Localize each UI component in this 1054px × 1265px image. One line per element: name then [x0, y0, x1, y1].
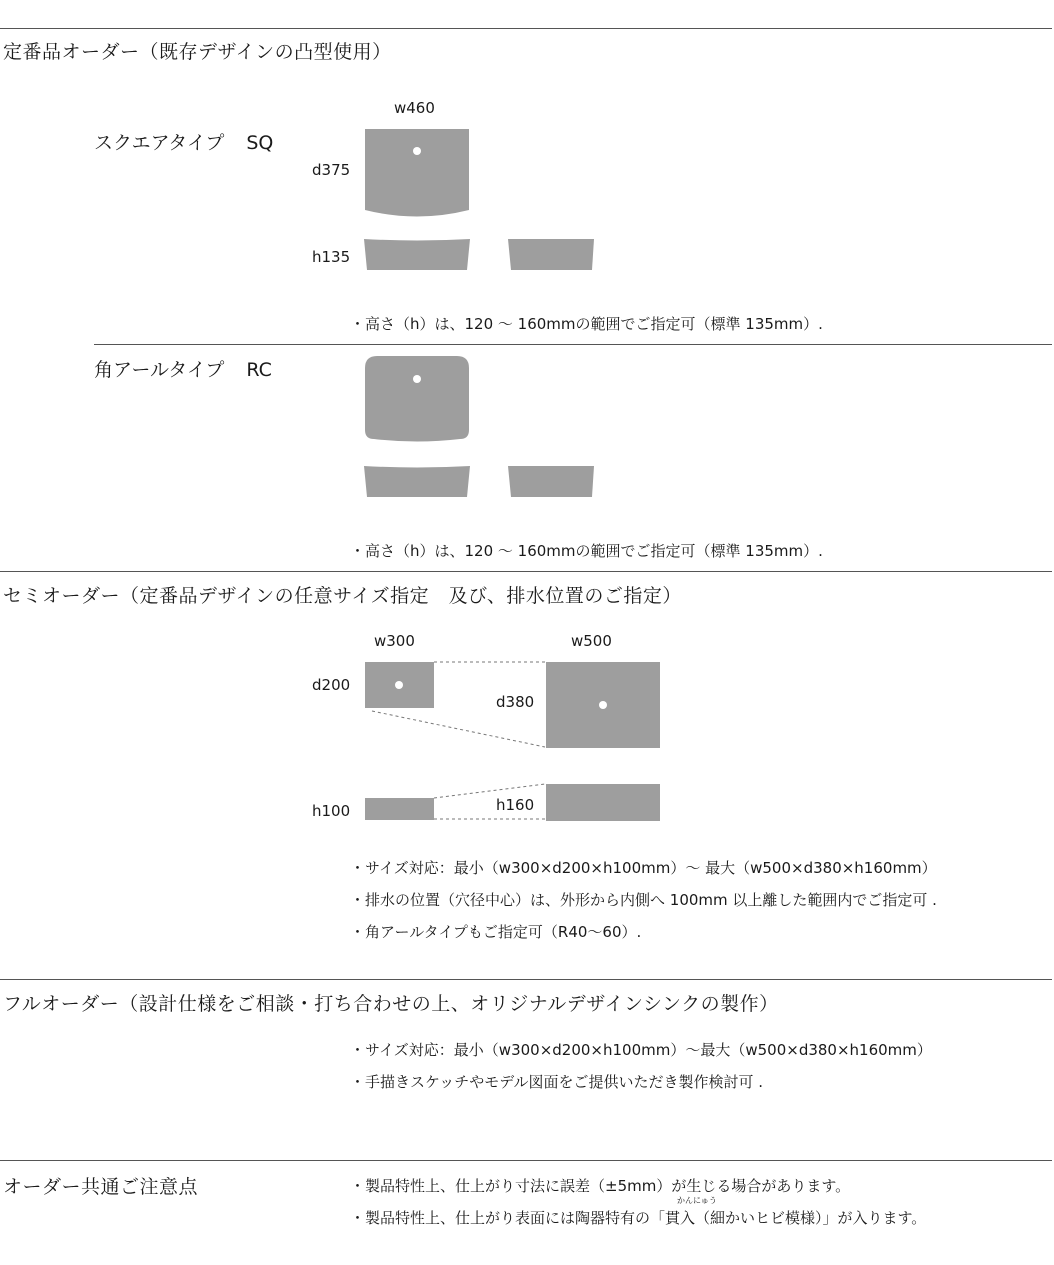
rc-drain-dot	[413, 375, 421, 383]
semi-note-3: ・角アールタイプもご指定可（R40～60）.	[350, 923, 642, 941]
semi-max-depth-label: d380	[496, 693, 535, 711]
subheading-rc	[94, 355, 272, 382]
semi-min-front-view	[365, 798, 434, 820]
divider-full	[0, 979, 1052, 980]
divider-common	[0, 1160, 1052, 1161]
section-heading-semi: セミオーダー（定番品デザインの任意サイズ指定 及び、排水位置のご指定）	[3, 585, 682, 607]
divider-top	[0, 28, 1052, 29]
rc-height-note: ・高さ（h）は、120 ～ 160mmの範囲でご指定可（標準 135mm）.	[350, 542, 823, 560]
rc-front-view	[364, 466, 470, 498]
sq-height-label: h135	[312, 248, 351, 266]
rc-side-view	[508, 466, 594, 498]
semi-max-height-label: h160	[496, 796, 535, 814]
semi-diagram	[364, 660, 664, 830]
section-heading-common: オーダー共通ご注意点	[3, 1176, 199, 1198]
divider-semi	[0, 571, 1052, 572]
rc-code: RC	[246, 359, 272, 381]
semi-note-1: ・サイズ対応：最小（w300×d200×h100mm）～ 最大（w500×d380×h160mm）	[350, 859, 937, 877]
sq-front-view	[364, 239, 470, 271]
common-note-1: ・製品特性上、仕上がり寸法に誤差（±5mm）が生じる場合があります。	[350, 1177, 851, 1195]
common-note-2: ・製品特性上、仕上がり表面には陶器特有の「貫入（細かいヒビ模様）」が入ります。	[350, 1209, 927, 1227]
full-note-1: ・サイズ対応：最小（w300×d200×h100mm）～最大（w500×d380×h160mm）	[350, 1041, 932, 1059]
semi-max-width-label: w500	[571, 632, 612, 650]
sq-top-view	[364, 129, 470, 217]
sq-height-note: ・高さ（h）は、120 ～ 160mmの範囲でご指定可（標準 135mm）.	[350, 315, 823, 333]
semi-note-2: ・排水の位置（穴径中心）は、外形から内側へ 100mm 以上離した範囲内でご指定可 .	[350, 891, 937, 909]
semi-max-drain-dot	[599, 701, 607, 709]
kannyu-ruby: かんにゅう	[677, 1196, 717, 1205]
rc-title: 角アールタイプ	[94, 359, 225, 381]
divider-sq-rc	[94, 344, 1052, 345]
semi-min-depth-label: d200	[312, 676, 351, 694]
semi-min-height-label: h100	[312, 802, 351, 820]
semi-min-drain-dot	[395, 681, 403, 689]
sq-width-label: w460	[394, 99, 435, 117]
section-heading-standard: 定番品オーダー（既存デザインの凸型使用）	[3, 41, 392, 63]
semi-max-front-view	[546, 784, 660, 821]
sq-side-view	[508, 239, 594, 271]
sq-drain-dot	[413, 147, 421, 155]
section-heading-full: フルオーダー（設計仕様をご相談・打ち合わせの上、オリジナルデザインシンクの製作）	[3, 993, 779, 1015]
sq-title: スクエアタイプ	[94, 132, 225, 154]
rc-top-view	[364, 356, 470, 444]
sq-depth-label: d375	[312, 161, 351, 179]
subheading-sq	[94, 128, 273, 155]
full-note-2: ・手描きスケッチやモデル図面をご提供いただき製作検討可 .	[350, 1073, 764, 1091]
semi-min-width-label: w300	[374, 632, 415, 650]
sq-code: SQ	[246, 132, 274, 154]
